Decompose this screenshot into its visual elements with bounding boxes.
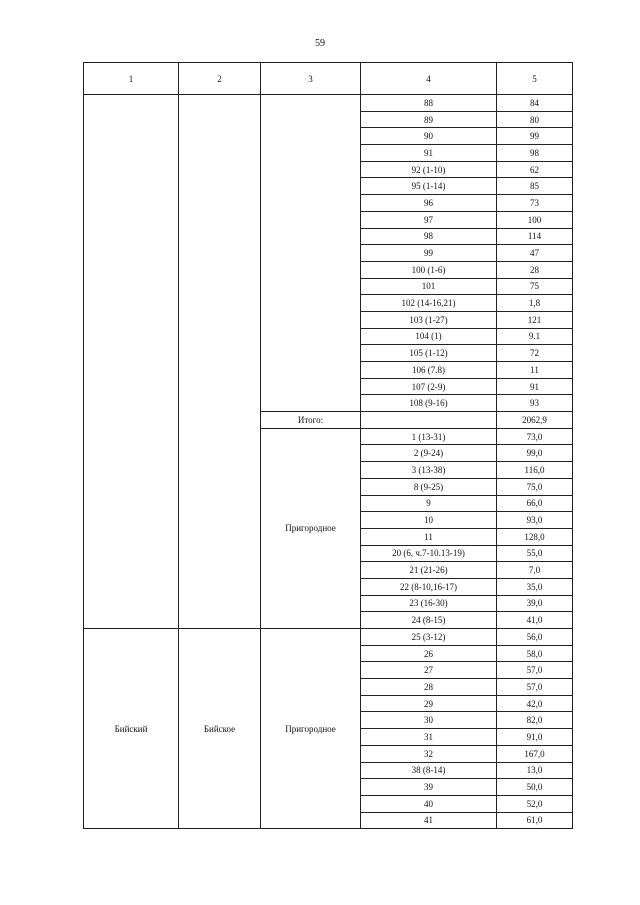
- forestry-cell: [179, 95, 261, 629]
- section-cell: Пригородное: [261, 428, 361, 628]
- column-header: 3: [261, 63, 361, 95]
- quarter-cell: 2 (9-24): [361, 445, 497, 462]
- area-cell: 39,0: [497, 595, 573, 612]
- quarter-cell: 1 (13-31): [361, 428, 497, 445]
- area-cell: 91,0: [497, 729, 573, 746]
- quarter-cell: 3 (13-38): [361, 462, 497, 479]
- area-cell: 99,0: [497, 445, 573, 462]
- area-cell: 42,0: [497, 695, 573, 712]
- quarter-cell: 8 (9-25): [361, 478, 497, 495]
- area-cell: 9.1: [497, 328, 573, 345]
- area-cell: 167,0: [497, 745, 573, 762]
- quarter-cell: 92 (1-10): [361, 161, 497, 178]
- column-header: 4: [361, 63, 497, 95]
- quarter-cell: 96: [361, 195, 497, 212]
- quarter-cell: 28: [361, 679, 497, 696]
- column-header: 5: [497, 63, 573, 95]
- district-cell: [84, 95, 179, 629]
- area-cell: 93,0: [497, 512, 573, 529]
- area-cell: 72: [497, 345, 573, 362]
- quarter-cell: 27: [361, 662, 497, 679]
- quarter-cell: 91: [361, 145, 497, 162]
- column-header: 1: [84, 63, 179, 95]
- district-cell: Бийский: [84, 629, 179, 829]
- area-cell: 99: [497, 128, 573, 145]
- area-cell: 93: [497, 395, 573, 412]
- quarter-cell: 23 (16-30): [361, 595, 497, 612]
- area-cell: 114: [497, 228, 573, 245]
- area-cell: 28: [497, 261, 573, 278]
- area-cell: 91: [497, 378, 573, 395]
- table-row: [84, 95, 573, 112]
- area-cell: 84: [497, 95, 573, 112]
- area-cell: 61,0: [497, 812, 573, 829]
- quarter-cell: 89: [361, 111, 497, 128]
- area-cell: 62: [497, 161, 573, 178]
- quarter-cell: 40: [361, 795, 497, 812]
- quarter-cell: 103 (1-27): [361, 311, 497, 328]
- area-cell: 55,0: [497, 545, 573, 562]
- area-cell: 56,0: [497, 629, 573, 646]
- area-cell: 52,0: [497, 795, 573, 812]
- table-row: [84, 629, 573, 646]
- quarter-cell: 22 (8-10,16-17): [361, 578, 497, 595]
- area-cell: 47: [497, 245, 573, 262]
- area-cell: 13,0: [497, 762, 573, 779]
- area-cell: 128,0: [497, 528, 573, 545]
- area-cell: 58,0: [497, 645, 573, 662]
- quarter-cell: 39: [361, 779, 497, 796]
- area-cell: 11: [497, 362, 573, 379]
- area-cell: 116,0: [497, 462, 573, 479]
- header-row: [84, 63, 573, 95]
- section-cell: Пригородное: [261, 629, 361, 829]
- area-cell: 75,0: [497, 478, 573, 495]
- area-cell: 82,0: [497, 712, 573, 729]
- section-cell: [261, 95, 361, 412]
- table-body: [84, 63, 573, 829]
- area-cell: 73: [497, 195, 573, 212]
- quarter-cell: 95 (1-14): [361, 178, 497, 195]
- quarter-cell: 20 (6, ч.7-10.13-19): [361, 545, 497, 562]
- area-cell: 1,8: [497, 295, 573, 312]
- area-cell: 85: [497, 178, 573, 195]
- quarter-cell: 21 (21-26): [361, 562, 497, 579]
- total-empty-cell: [361, 412, 497, 429]
- quarter-cell: 102 (14-16,21): [361, 295, 497, 312]
- area-cell: 57,0: [497, 679, 573, 696]
- total-value: 2062,9: [497, 412, 573, 429]
- quarter-cell: 41: [361, 812, 497, 829]
- quarter-cell: 31: [361, 729, 497, 746]
- quarter-cell: 9: [361, 495, 497, 512]
- area-cell: 7,0: [497, 562, 573, 579]
- area-cell: 73,0: [497, 428, 573, 445]
- quarter-cell: 108 (9-16): [361, 395, 497, 412]
- area-cell: 100: [497, 211, 573, 228]
- quarter-cell: 25 (3-12): [361, 629, 497, 646]
- quarter-cell: 90: [361, 128, 497, 145]
- quarter-cell: 97: [361, 211, 497, 228]
- column-header: 2: [179, 63, 261, 95]
- quarter-cell: 32: [361, 745, 497, 762]
- quarter-cell: 100 (1-6): [361, 261, 497, 278]
- quarter-cell: 99: [361, 245, 497, 262]
- quarter-cell: 38 (8-14): [361, 762, 497, 779]
- quarter-cell: 107 (2-9): [361, 378, 497, 395]
- quarter-cell: 26: [361, 645, 497, 662]
- area-cell: 41,0: [497, 612, 573, 629]
- quarter-cell: 10: [361, 512, 497, 529]
- area-cell: 35,0: [497, 578, 573, 595]
- area-cell: 75: [497, 278, 573, 295]
- area-cell: 50,0: [497, 779, 573, 796]
- page-number: 59: [315, 38, 325, 49]
- quarter-cell: 30: [361, 712, 497, 729]
- area-cell: 80: [497, 111, 573, 128]
- total-label: Итого:: [261, 412, 361, 429]
- quarter-cell: 24 (8-15): [361, 612, 497, 629]
- area-cell: 121: [497, 311, 573, 328]
- area-cell: 66,0: [497, 495, 573, 512]
- area-cell: 98: [497, 145, 573, 162]
- quarter-cell: 101: [361, 278, 497, 295]
- quarter-cell: 29: [361, 695, 497, 712]
- quarter-cell: 106 (7.8): [361, 362, 497, 379]
- quarter-cell: 88: [361, 95, 497, 112]
- area-cell: 57,0: [497, 662, 573, 679]
- forestry-cell: Бийское: [179, 629, 261, 829]
- quarter-cell: 11: [361, 528, 497, 545]
- quarter-cell: 104 (1): [361, 328, 497, 345]
- forest-table: [83, 62, 573, 829]
- quarter-cell: 105 (1-12): [361, 345, 497, 362]
- quarter-cell: 98: [361, 228, 497, 245]
